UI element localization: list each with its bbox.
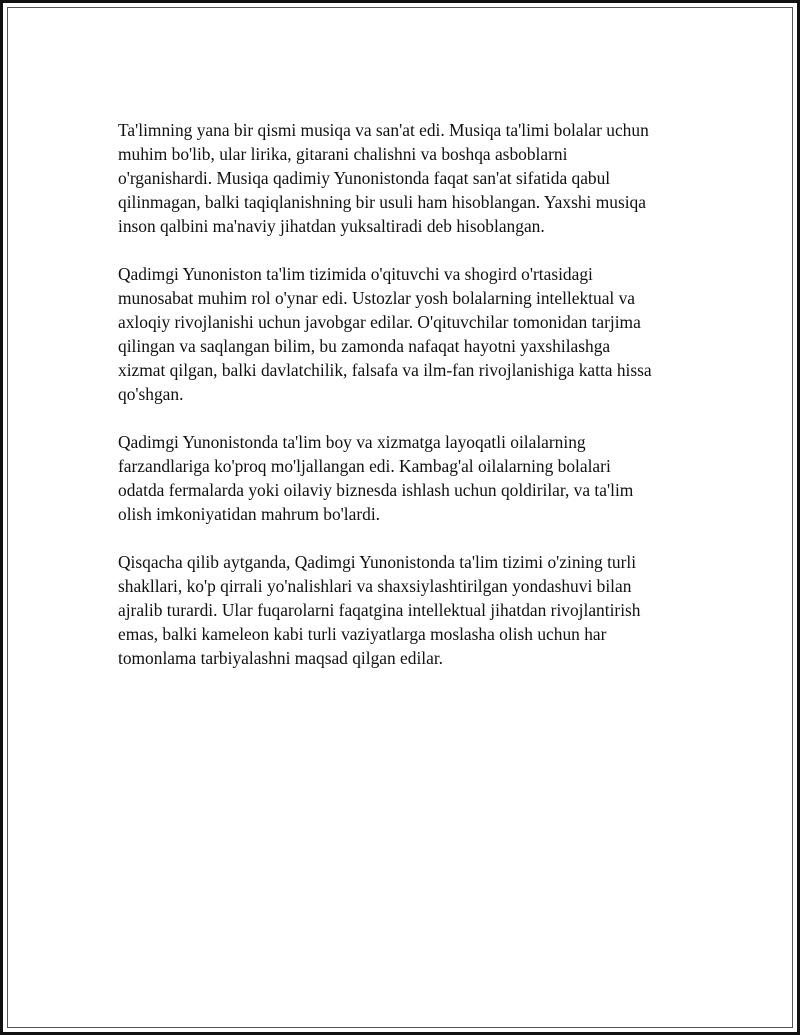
text-line: odatda fermalarda yoki oilaviy biznesda ishlash uchun qoldirilar, va ta'lim — [118, 480, 634, 500]
paragraph-1 — [118, 118, 718, 238]
text-line: tomonlama tarbiyalashni maqsad qilgan edilar. — [118, 648, 444, 668]
text-line: olish imkoniyatidan mahrum bo'lardi. — [118, 504, 381, 524]
text-line: munosabat muhim rol o'ynar edi. Ustozlar yosh bolalarning intellektual va — [118, 288, 636, 308]
text-line: Qisqacha qilib aytganda, Qadimgi Yunonistonda ta'lim tizimi o'zining turli — [118, 552, 637, 572]
text-line: shakllari, ko'p qirrali yo'nalishlari va shaxsiylashtirilgan yondashuvi bilan — [118, 576, 632, 596]
paragraph-3 — [118, 430, 718, 526]
paragraph-2 — [118, 262, 718, 406]
text-line: qilinmagan, balki taqiqlanishning bir usuli ham hisoblangan. Yaxshi musiqa — [118, 192, 646, 212]
text-line: muhim bo'lib, ular lirika, gitarani chalishni va boshqa asboblarni — [118, 144, 568, 164]
text-line: o'rganishardi. Musiqa qadimiy Yunonistonda faqat san'at sifatida qabul — [118, 168, 611, 188]
text-line: Ta'limning yana bir qismi musiqa va san'at edi. Musiqa ta'limi bolalar uchun — [118, 120, 649, 140]
text-line: qilingan va saqlangan bilim, bu zamonda nafaqat hayotni yaxshilashga — [118, 336, 611, 356]
text-line: emas, balki kameleon kabi turli vaziyatlarga moslasha olish uchun har — [118, 624, 607, 644]
text-line: Qadimgi Yunonistonda ta'lim boy va xizmatga layoqatli oilalarning — [118, 432, 586, 452]
paragraph-4 — [118, 550, 718, 670]
text-line: ajralib turardi. Ular fuqarolarni faqatgina intellektual jihatdan rivojlantirish — [118, 600, 641, 620]
text-line: inson qalbini ma'naviy jihatdan yuksaltiradi deb hisoblangan. — [118, 216, 545, 236]
text-line: xizmat qilgan, balki davlatchilik, falsafa va ilm-fan rivojlanishiga katta hissa — [118, 360, 652, 380]
text-line: qo'shgan. — [118, 384, 184, 404]
text-line: Qadimgi Yunoniston ta'lim tizimida o'qituvchi va shogird o'rtasidagi — [118, 264, 593, 284]
text-line: farzandlariga ko'proq mo'ljallangan edi. Kambag'al oilalarning bolalari — [118, 456, 611, 476]
document-body — [118, 118, 718, 694]
text-line: axloqiy rivojlanishi uchun javobgar edilar. O'qituvchilar tomonidan tarjima — [118, 312, 641, 332]
